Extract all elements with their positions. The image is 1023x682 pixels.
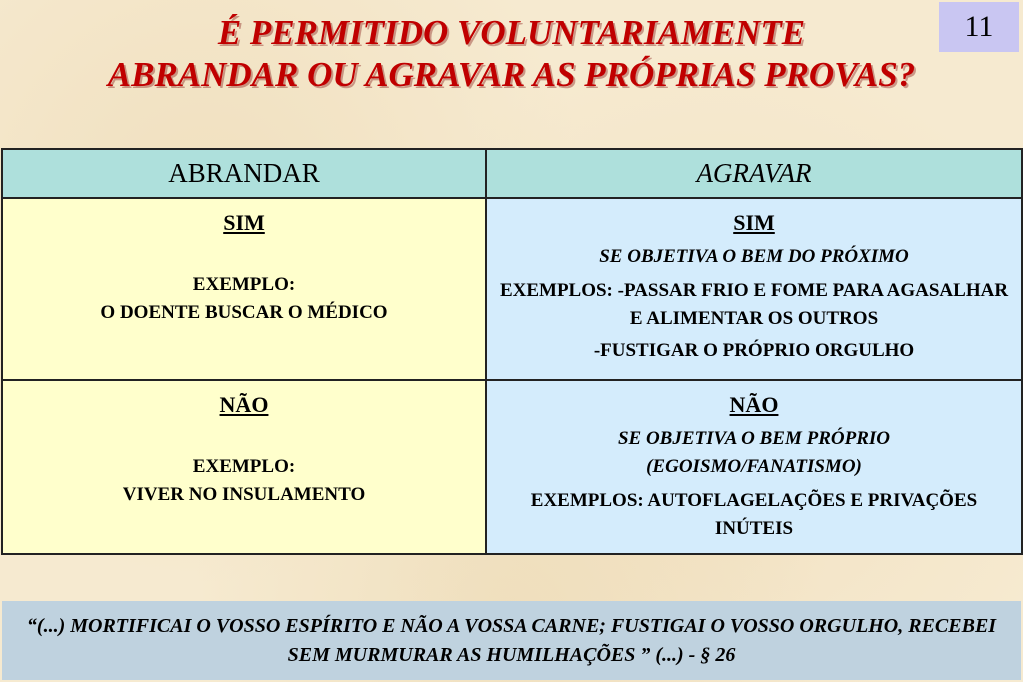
cell-agravar-nao [486,380,1022,554]
comparison-table [1,148,1023,555]
cell-text: EXEMPLO: [192,456,296,477]
cell-heading: SIM [733,210,775,235]
header-agravar: AGRAVAR [486,149,1022,198]
cell-heading: NÃO [219,392,269,417]
table-row [2,198,1022,380]
cell-subheading: SE OBJETIVA O BEM PRÓPRIO (EGOISMO/FANATISMO) [617,428,891,477]
quote-box [2,601,1021,680]
header-abrandar: ABRANDAR [2,149,486,198]
cell-text: EXEMPLOS: AUTOFLAGELAÇÕES E PRIVAÇÕES INÚTEIS [530,490,978,539]
cell-agravar-sim [486,198,1022,380]
cell-text: EXEMPLOS: -PASSAR FRIO E FOME PARA AGASALHAR E ALIMENTAR OS OUTROS [499,280,1009,329]
quote-text: “(...) MORTIFICAI O VOSSO ESPÍRITO E NÃO A VOSSA CARNE; FUSTIGAI O VOSSO ORGULHO, RECEBEI SEM MURMURAR AS HUMILHAÇÕES ” (...) - § 26 [26,614,997,666]
title-line-1: É PERMITIDO VOLUNTARIAMENTE [217,13,806,52]
cell-text: EXEMPLO: [192,274,296,295]
cell-subheading: SE OBJETIVA O BEM DO PRÓXIMO [599,246,909,267]
cell-text: VIVER NO INSULAMENTO [122,484,366,505]
cell-heading: NÃO [729,392,779,417]
table-header-row [2,149,1022,198]
title-line-2: ABRANDAR OU AGRAVAR AS PRÓPRIAS PROVAS? [107,55,916,94]
cell-text: -FUSTIGAR O PRÓPRIO ORGULHO [593,340,915,361]
cell-text: O DOENTE BUSCAR O MÉDICO [100,302,388,323]
table-row [2,380,1022,554]
cell-heading: SIM [223,210,265,235]
slide-number: 11 [939,2,1019,52]
cell-abrandar-sim [2,198,486,380]
cell-abrandar-nao [2,380,486,554]
slide-title [0,12,1023,96]
